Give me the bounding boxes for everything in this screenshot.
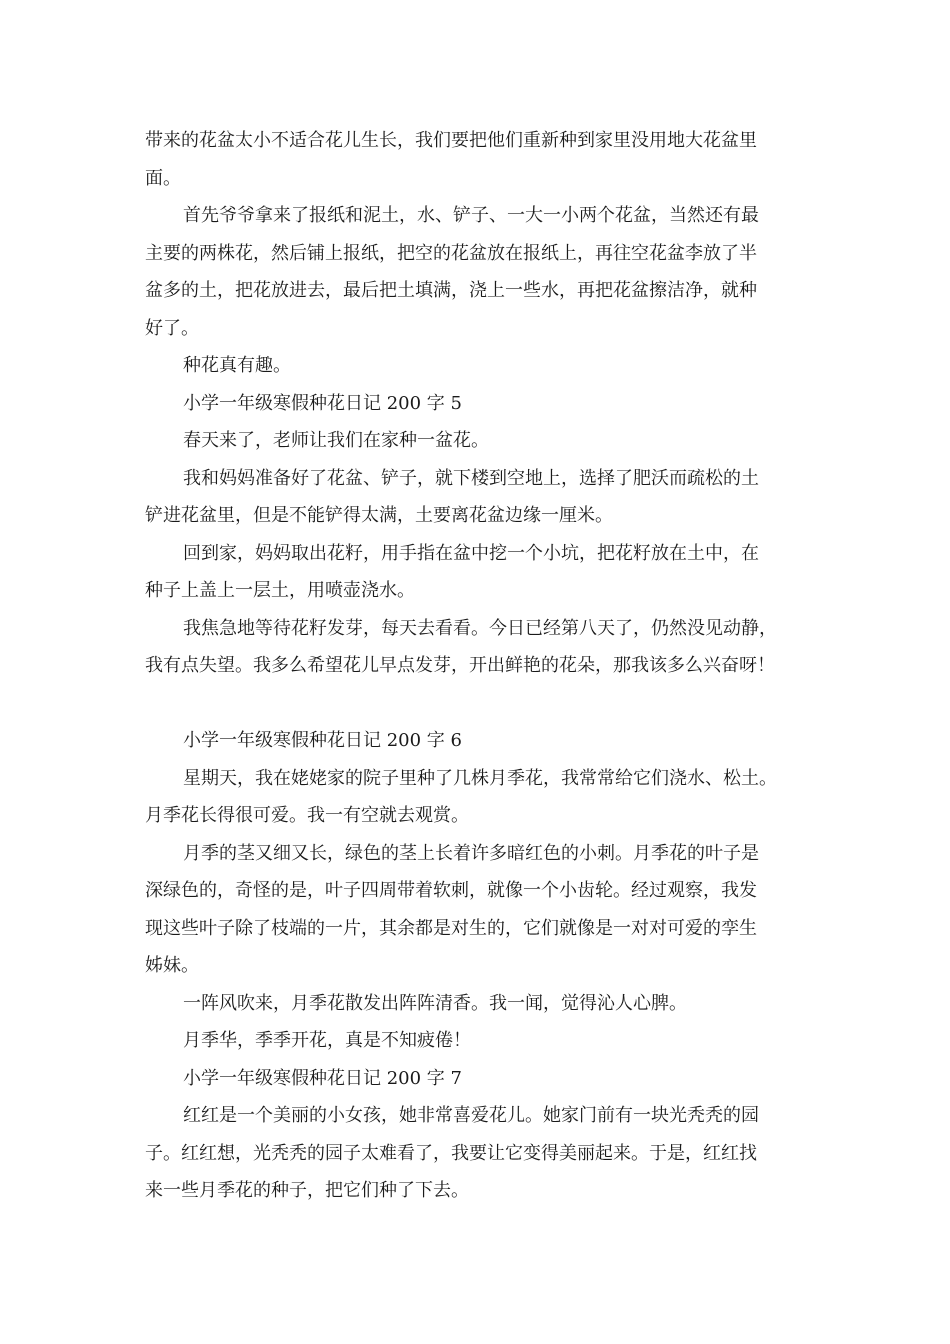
paragraph-start: 首先爷爷拿来了报纸和泥土，水、铲子、一大一小两个花盆，当然还有最 xyxy=(183,205,759,226)
section-heading: 小学一年级寒假种花日记 200 字 5 xyxy=(183,392,462,414)
paragraph-start: 月季的茎又细又长，绿色的茎上长着许多暗红色的小刺。月季花的叶子是 xyxy=(183,842,759,864)
text-line: 深绿色的，奇怪的是，叶子四周带着软刺，就像一个小齿轮。经过观察，我发 xyxy=(145,880,757,901)
text-line: 带来的花盆太小不适合花儿生长，我们要把他们重新种到家里没用地大花盆里 xyxy=(145,130,757,151)
text-line: 我有点失望。我多么希望花儿早点发芽，开出鲜艳的花朵，那我该多么兴奋呀！ xyxy=(145,655,775,676)
text-line: 种子上盖上一层土，用喷壶浇水。 xyxy=(145,580,415,601)
paragraph-start: 种花真有趣。 xyxy=(183,355,291,376)
text-line: 面。 xyxy=(145,167,181,189)
paragraph-start: 一阵风吹来，月季花散发出阵阵清香。我一闻，觉得沁人心脾。 xyxy=(183,992,687,1014)
text-line: 子。红红想，光秃秃的园子太难看了，我要让它变得美丽起来。于是，红红找 xyxy=(145,1142,757,1164)
paragraph-start: 我和妈妈准备好了花盆、铲子，就下楼到空地上，选择了肥沃而疏松的土 xyxy=(183,467,759,489)
paragraph-start: 回到家，妈妈取出花籽，用手指在盆中挖一个小坑，把花籽放在土中，在 xyxy=(183,542,759,564)
paragraph-start: 月季华，季季开花，真是不知疲倦！ xyxy=(183,1030,471,1051)
paragraph-start: 红红是一个美丽的小女孩，她非常喜爱花儿。她家门前有一块光秃秃的园 xyxy=(183,1105,759,1126)
paragraph-start: 我焦急地等待花籽发芽，每天去看看。今日已经第八天了，仍然没见动静， xyxy=(183,617,777,639)
section-heading: 小学一年级寒假种花日记 200 字 6 xyxy=(183,730,462,751)
blank-line xyxy=(145,685,810,723)
paragraph-start: 星期天，我在姥姥家的院子里种了几株月季花，我常常给它们浇水、松土。 xyxy=(183,767,777,789)
document-body xyxy=(145,122,810,1210)
text-line: 好了。 xyxy=(145,317,199,339)
text-line: 盆多的土，把花放进去，最后把土填满，浇上一些水，再把花盆擦洁净，就种 xyxy=(145,280,757,301)
text-line: 现这些叶子除了枝端的一片，其余都是对生的，它们就像是一对对可爱的孪生 xyxy=(145,917,757,939)
text-line: 月季花长得很可爱。我一有空就去观赏。 xyxy=(145,805,469,826)
text-line: 来一些月季花的种子，把它们种了下去。 xyxy=(145,1180,469,1201)
text-line: 主要的两株花，然后铺上报纸，把空的花盆放在报纸上，再往空花盆李放了半 xyxy=(145,242,757,264)
text-line: 姊妹。 xyxy=(145,955,199,976)
section-heading: 小学一年级寒假种花日记 200 字 7 xyxy=(183,1067,462,1089)
paragraph-start: 春天来了，老师让我们在家种一盆花。 xyxy=(183,430,489,451)
text-line: 铲进花盆里，但是不能铲得太满，土要离花盆边缘一厘米。 xyxy=(145,505,613,526)
